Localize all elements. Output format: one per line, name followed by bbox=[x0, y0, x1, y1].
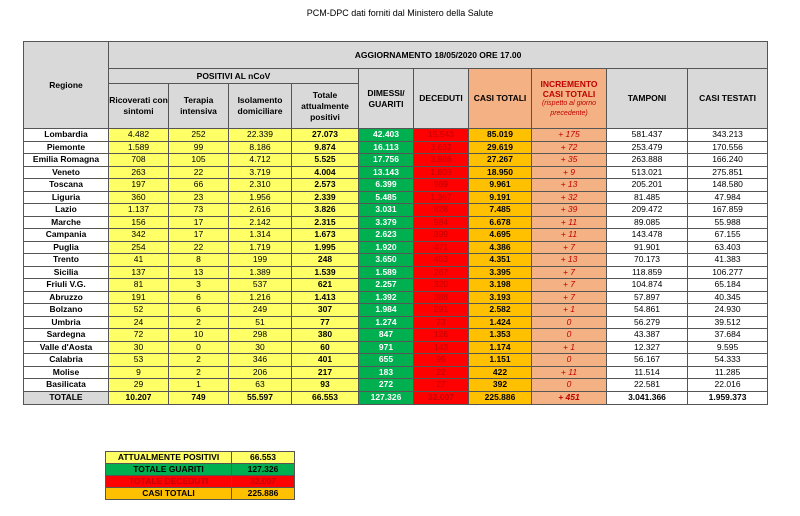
header-tamponi: TAMPONI bbox=[607, 69, 688, 129]
header-dimessi: DIMESSI/ GUARITI bbox=[359, 69, 414, 129]
cell-deceduti: 399 bbox=[414, 229, 469, 242]
cell-casi-testati: 22.016 bbox=[688, 379, 768, 392]
cell-isolamento: 2.310 bbox=[229, 179, 292, 192]
cell-region: Calabria bbox=[24, 354, 109, 367]
total-row bbox=[24, 391, 768, 404]
cell-tamponi: 11.514 bbox=[607, 366, 688, 379]
cell-deceduti: 1.803 bbox=[414, 166, 469, 179]
cell-tamponi: 143.478 bbox=[607, 229, 688, 242]
cell-casi-testati: 275.851 bbox=[688, 166, 768, 179]
summary-label: CASI TOTALI bbox=[106, 488, 232, 500]
cell-terapia: 2 bbox=[169, 354, 229, 367]
cell-incremento: + 11 bbox=[532, 229, 607, 242]
cell-isolamento: 199 bbox=[229, 254, 292, 267]
cell-deceduti: 3.632 bbox=[414, 141, 469, 154]
cell-casi-totali: 1.174 bbox=[469, 341, 532, 354]
cell-deceduti: 32.007 bbox=[414, 391, 469, 404]
cell-casi-totali: 3.395 bbox=[469, 266, 532, 279]
source-caption: PCM-DPC dati forniti dal Ministero della Salute bbox=[306, 8, 494, 18]
cell-region: TOTALE bbox=[24, 391, 109, 404]
cell-casi-testati: 41.383 bbox=[688, 254, 768, 267]
cell-deceduti: 126 bbox=[414, 329, 469, 342]
table-row bbox=[24, 229, 768, 242]
table-row bbox=[24, 291, 768, 304]
cell-terapia: 17 bbox=[169, 229, 229, 242]
cell-isolamento: 2.616 bbox=[229, 204, 292, 217]
cell-tamponi: 91.901 bbox=[607, 241, 688, 254]
cell-totale-positivi: 3.826 bbox=[292, 204, 359, 217]
cell-ricoverati: 191 bbox=[109, 291, 169, 304]
cell-region: Molise bbox=[24, 366, 109, 379]
cell-isolamento: 55.597 bbox=[229, 391, 292, 404]
cell-totale-positivi: 9.874 bbox=[292, 141, 359, 154]
cell-region: Campania bbox=[24, 229, 109, 242]
cell-region: Abruzzo bbox=[24, 291, 109, 304]
cell-terapia: 252 bbox=[169, 129, 229, 142]
table-row bbox=[24, 266, 768, 279]
cell-isolamento: 63 bbox=[229, 379, 292, 392]
cell-dimessi: 13.143 bbox=[359, 166, 414, 179]
cell-casi-testati: 39.512 bbox=[688, 316, 768, 329]
cell-casi-testati: 63.403 bbox=[688, 241, 768, 254]
cell-casi-totali: 29.619 bbox=[469, 141, 532, 154]
cell-ricoverati: 4.482 bbox=[109, 129, 169, 142]
cell-incremento: + 451 bbox=[532, 391, 607, 404]
cell-region: Puglia bbox=[24, 241, 109, 254]
cell-casi-testati: 166.240 bbox=[688, 154, 768, 167]
summary-value: 66.553 bbox=[232, 452, 295, 464]
summary-row bbox=[106, 476, 295, 488]
cell-terapia: 23 bbox=[169, 191, 229, 204]
cell-region: Liguria bbox=[24, 191, 109, 204]
summary-row bbox=[106, 452, 295, 464]
cell-terapia: 99 bbox=[169, 141, 229, 154]
cell-region: Umbria bbox=[24, 316, 109, 329]
cell-dimessi: 847 bbox=[359, 329, 414, 342]
cell-deceduti: 628 bbox=[414, 204, 469, 217]
cell-totale-positivi: 401 bbox=[292, 354, 359, 367]
cell-casi-testati: 55.988 bbox=[688, 216, 768, 229]
cell-casi-totali: 18.950 bbox=[469, 166, 532, 179]
cell-ricoverati: 360 bbox=[109, 191, 169, 204]
cell-isolamento: 4.712 bbox=[229, 154, 292, 167]
table-row bbox=[24, 129, 768, 142]
cell-dimessi: 1.392 bbox=[359, 291, 414, 304]
summary-label: ATTUALMENTE POSITIVI bbox=[106, 452, 232, 464]
cell-incremento: + 11 bbox=[532, 216, 607, 229]
cell-tamponi: 513.021 bbox=[607, 166, 688, 179]
cell-region: Veneto bbox=[24, 166, 109, 179]
cell-deceduti: 143 bbox=[414, 341, 469, 354]
cell-deceduti: 1.367 bbox=[414, 191, 469, 204]
cell-incremento: 0 bbox=[532, 329, 607, 342]
cell-dimessi: 127.326 bbox=[359, 391, 414, 404]
cell-deceduti: 73 bbox=[414, 316, 469, 329]
cell-deceduti: 320 bbox=[414, 279, 469, 292]
cell-dimessi: 16.113 bbox=[359, 141, 414, 154]
cell-deceduti: 388 bbox=[414, 291, 469, 304]
cell-terapia: 66 bbox=[169, 179, 229, 192]
cell-ricoverati: 263 bbox=[109, 166, 169, 179]
cell-region: Sardegna bbox=[24, 329, 109, 342]
cell-isolamento: 22.339 bbox=[229, 129, 292, 142]
cell-isolamento: 1.314 bbox=[229, 229, 292, 242]
cell-casi-totali: 4.386 bbox=[469, 241, 532, 254]
cell-ricoverati: 1.589 bbox=[109, 141, 169, 154]
cell-terapia: 22 bbox=[169, 241, 229, 254]
cell-totale-positivi: 2.339 bbox=[292, 191, 359, 204]
cell-isolamento: 51 bbox=[229, 316, 292, 329]
cell-dimessi: 5.485 bbox=[359, 191, 414, 204]
header-casi-testati: CASI TESTATI bbox=[688, 69, 768, 129]
cell-casi-totali: 225.886 bbox=[469, 391, 532, 404]
cell-isolamento: 1.216 bbox=[229, 291, 292, 304]
cell-dimessi: 1.984 bbox=[359, 304, 414, 317]
cell-terapia: 8 bbox=[169, 254, 229, 267]
cell-incremento: + 7 bbox=[532, 279, 607, 292]
cell-region: Marche bbox=[24, 216, 109, 229]
cell-totale-positivi: 66.553 bbox=[292, 391, 359, 404]
cell-ricoverati: 9 bbox=[109, 366, 169, 379]
table-row bbox=[24, 316, 768, 329]
cell-deceduti: 95 bbox=[414, 354, 469, 367]
cell-totale-positivi: 1.673 bbox=[292, 229, 359, 242]
summary-label: TOTALE GUARITI bbox=[106, 464, 232, 476]
header-ricoverati: Ricoverati con sintomi bbox=[109, 84, 169, 129]
cell-totale-positivi: 93 bbox=[292, 379, 359, 392]
cell-region: Sicilia bbox=[24, 266, 109, 279]
cell-region: Lazio bbox=[24, 204, 109, 217]
cell-ricoverati: 137 bbox=[109, 266, 169, 279]
cell-dimessi: 6.399 bbox=[359, 179, 414, 192]
cell-ricoverati: 81 bbox=[109, 279, 169, 292]
cell-deceduti: 291 bbox=[414, 304, 469, 317]
cell-casi-testati: 343.213 bbox=[688, 129, 768, 142]
cell-dimessi: 3.379 bbox=[359, 216, 414, 229]
cell-incremento: 0 bbox=[532, 379, 607, 392]
cell-terapia: 2 bbox=[169, 316, 229, 329]
cell-isolamento: 206 bbox=[229, 366, 292, 379]
cell-dimessi: 272 bbox=[359, 379, 414, 392]
cell-tamponi: 89.085 bbox=[607, 216, 688, 229]
cell-ricoverati: 254 bbox=[109, 241, 169, 254]
header-incremento-sub: (rispetto al giorno precedente) bbox=[541, 99, 597, 117]
cell-casi-testati: 37.684 bbox=[688, 329, 768, 342]
cell-totale-positivi: 4.004 bbox=[292, 166, 359, 179]
cell-incremento: + 72 bbox=[532, 141, 607, 154]
cell-casi-totali: 4.695 bbox=[469, 229, 532, 242]
cell-incremento: 0 bbox=[532, 316, 607, 329]
cell-region: Toscana bbox=[24, 179, 109, 192]
header-isolamento: Isolamento domiciliare bbox=[229, 84, 292, 129]
cell-totale-positivi: 60 bbox=[292, 341, 359, 354]
header-positivi-group: POSITIVI AL nCoV bbox=[109, 69, 359, 84]
cell-casi-totali: 85.019 bbox=[469, 129, 532, 142]
cell-casi-testati: 40.345 bbox=[688, 291, 768, 304]
cell-dimessi: 17.756 bbox=[359, 154, 414, 167]
table-row bbox=[24, 154, 768, 167]
cell-incremento: + 1 bbox=[532, 341, 607, 354]
cell-terapia: 1 bbox=[169, 379, 229, 392]
cell-terapia: 3 bbox=[169, 279, 229, 292]
table-row bbox=[24, 241, 768, 254]
cell-terapia: 10 bbox=[169, 329, 229, 342]
cell-isolamento: 1.956 bbox=[229, 191, 292, 204]
cell-tamponi: 263.888 bbox=[607, 154, 688, 167]
table-row bbox=[24, 204, 768, 217]
table-row bbox=[24, 166, 768, 179]
table-row bbox=[24, 141, 768, 154]
cell-incremento: + 11 bbox=[532, 366, 607, 379]
cell-totale-positivi: 307 bbox=[292, 304, 359, 317]
cell-dimessi: 3.031 bbox=[359, 204, 414, 217]
cell-ricoverati: 10.207 bbox=[109, 391, 169, 404]
cell-incremento: + 175 bbox=[532, 129, 607, 142]
cell-casi-testati: 148.580 bbox=[688, 179, 768, 192]
cell-tamponi: 81.485 bbox=[607, 191, 688, 204]
cell-terapia: 6 bbox=[169, 304, 229, 317]
cell-terapia: 13 bbox=[169, 266, 229, 279]
table-row bbox=[24, 279, 768, 292]
cell-incremento: + 13 bbox=[532, 254, 607, 267]
cell-casi-testati: 11.285 bbox=[688, 366, 768, 379]
table-row bbox=[24, 216, 768, 229]
cell-incremento: 0 bbox=[532, 354, 607, 367]
cell-tamponi: 57.897 bbox=[607, 291, 688, 304]
cell-terapia: 17 bbox=[169, 216, 229, 229]
cell-dimessi: 655 bbox=[359, 354, 414, 367]
cell-incremento: + 1 bbox=[532, 304, 607, 317]
cell-casi-testati: 47.984 bbox=[688, 191, 768, 204]
cell-ricoverati: 53 bbox=[109, 354, 169, 367]
cell-totale-positivi: 27.073 bbox=[292, 129, 359, 142]
cell-totale-positivi: 248 bbox=[292, 254, 359, 267]
cell-dimessi: 971 bbox=[359, 341, 414, 354]
cell-casi-totali: 9.961 bbox=[469, 179, 532, 192]
summary-row bbox=[106, 488, 295, 500]
cell-ricoverati: 24 bbox=[109, 316, 169, 329]
cell-totale-positivi: 2.315 bbox=[292, 216, 359, 229]
cell-casi-totali: 2.582 bbox=[469, 304, 532, 317]
cell-isolamento: 3.719 bbox=[229, 166, 292, 179]
cell-ricoverati: 342 bbox=[109, 229, 169, 242]
cell-ricoverati: 708 bbox=[109, 154, 169, 167]
cell-tamponi: 54.861 bbox=[607, 304, 688, 317]
cell-deceduti: 984 bbox=[414, 216, 469, 229]
header-terapia: Terapia intensiva bbox=[169, 84, 229, 129]
cell-casi-testati: 167.859 bbox=[688, 204, 768, 217]
covid-data-table bbox=[23, 41, 768, 405]
cell-tamponi: 12.327 bbox=[607, 341, 688, 354]
cell-casi-totali: 3.193 bbox=[469, 291, 532, 304]
cell-isolamento: 2.142 bbox=[229, 216, 292, 229]
cell-region: Lombardia bbox=[24, 129, 109, 142]
cell-tamponi: 22.581 bbox=[607, 379, 688, 392]
cell-casi-testati: 170.556 bbox=[688, 141, 768, 154]
cell-totale-positivi: 1.413 bbox=[292, 291, 359, 304]
cell-isolamento: 1.389 bbox=[229, 266, 292, 279]
cell-dimessi: 2.623 bbox=[359, 229, 414, 242]
cell-isolamento: 1.719 bbox=[229, 241, 292, 254]
cell-terapia: 0 bbox=[169, 341, 229, 354]
cell-tamponi: 104.874 bbox=[607, 279, 688, 292]
cell-casi-testati: 24.930 bbox=[688, 304, 768, 317]
cell-terapia: 105 bbox=[169, 154, 229, 167]
cell-tamponi: 209.472 bbox=[607, 204, 688, 217]
cell-tamponi: 205.201 bbox=[607, 179, 688, 192]
cell-terapia: 2 bbox=[169, 366, 229, 379]
cell-incremento: + 13 bbox=[532, 179, 607, 192]
cell-tamponi: 3.041.366 bbox=[607, 391, 688, 404]
cell-isolamento: 8.186 bbox=[229, 141, 292, 154]
cell-ricoverati: 1.137 bbox=[109, 204, 169, 217]
table-row bbox=[24, 191, 768, 204]
cell-incremento: + 7 bbox=[532, 266, 607, 279]
cell-terapia: 73 bbox=[169, 204, 229, 217]
cell-totale-positivi: 1.539 bbox=[292, 266, 359, 279]
cell-deceduti: 471 bbox=[414, 241, 469, 254]
cell-dimessi: 42.403 bbox=[359, 129, 414, 142]
cell-totale-positivi: 217 bbox=[292, 366, 359, 379]
table-row bbox=[24, 179, 768, 192]
cell-terapia: 749 bbox=[169, 391, 229, 404]
cell-casi-totali: 3.198 bbox=[469, 279, 532, 292]
cell-ricoverati: 30 bbox=[109, 341, 169, 354]
cell-isolamento: 346 bbox=[229, 354, 292, 367]
cell-casi-testati: 106.277 bbox=[688, 266, 768, 279]
cell-casi-totali: 1.151 bbox=[469, 354, 532, 367]
cell-casi-totali: 4.351 bbox=[469, 254, 532, 267]
cell-deceduti: 3.986 bbox=[414, 154, 469, 167]
cell-casi-totali: 9.191 bbox=[469, 191, 532, 204]
cell-tamponi: 56.279 bbox=[607, 316, 688, 329]
cell-tamponi: 43.387 bbox=[607, 329, 688, 342]
header-regione: Regione bbox=[24, 42, 109, 129]
summary-value: 225.886 bbox=[232, 488, 295, 500]
cell-dimessi: 1.589 bbox=[359, 266, 414, 279]
cell-ricoverati: 156 bbox=[109, 216, 169, 229]
cell-isolamento: 298 bbox=[229, 329, 292, 342]
cell-tamponi: 253.479 bbox=[607, 141, 688, 154]
table-row bbox=[24, 329, 768, 342]
cell-casi-totali: 7.485 bbox=[469, 204, 532, 217]
cell-region: Basilicata bbox=[24, 379, 109, 392]
cell-totale-positivi: 5.525 bbox=[292, 154, 359, 167]
cell-dimessi: 2.257 bbox=[359, 279, 414, 292]
cell-incremento: + 7 bbox=[532, 291, 607, 304]
cell-dimessi: 1.920 bbox=[359, 241, 414, 254]
cell-casi-totali: 1.424 bbox=[469, 316, 532, 329]
table-row bbox=[24, 366, 768, 379]
cell-isolamento: 30 bbox=[229, 341, 292, 354]
cell-totale-positivi: 380 bbox=[292, 329, 359, 342]
header-incremento-label: INCREMENTO CASI TOTALI bbox=[540, 78, 598, 99]
cell-incremento: + 32 bbox=[532, 191, 607, 204]
header-casi-totali: CASI TOTALI bbox=[469, 69, 532, 129]
table-row bbox=[24, 254, 768, 267]
cell-dimessi: 1.274 bbox=[359, 316, 414, 329]
cell-region: Valle d'Aosta bbox=[24, 341, 109, 354]
table-row bbox=[24, 379, 768, 392]
table-row bbox=[24, 341, 768, 354]
cell-incremento: + 39 bbox=[532, 204, 607, 217]
summary-table bbox=[105, 451, 295, 500]
cell-casi-totali: 27.267 bbox=[469, 154, 532, 167]
cell-ricoverati: 197 bbox=[109, 179, 169, 192]
cell-ricoverati: 29 bbox=[109, 379, 169, 392]
update-title: AGGIORNAMENTO 18/05/2020 ORE 17.00 bbox=[109, 42, 768, 69]
cell-incremento: + 35 bbox=[532, 154, 607, 167]
cell-deceduti: 27 bbox=[414, 379, 469, 392]
cell-terapia: 6 bbox=[169, 291, 229, 304]
cell-region: Piemonte bbox=[24, 141, 109, 154]
cell-totale-positivi: 2.573 bbox=[292, 179, 359, 192]
cell-totale-positivi: 77 bbox=[292, 316, 359, 329]
cell-deceduti: 453 bbox=[414, 254, 469, 267]
cell-region: Bolzano bbox=[24, 304, 109, 317]
summary-value: 32.007 bbox=[232, 476, 295, 488]
cell-deceduti: 989 bbox=[414, 179, 469, 192]
cell-casi-totali: 392 bbox=[469, 379, 532, 392]
cell-casi-testati: 54.333 bbox=[688, 354, 768, 367]
cell-ricoverati: 52 bbox=[109, 304, 169, 317]
cell-deceduti: 22 bbox=[414, 366, 469, 379]
table-row bbox=[24, 354, 768, 367]
cell-casi-totali: 422 bbox=[469, 366, 532, 379]
header-totale-positivi: Totale attualmente positivi bbox=[292, 84, 359, 129]
cell-totale-positivi: 621 bbox=[292, 279, 359, 292]
cell-deceduti: 267 bbox=[414, 266, 469, 279]
cell-region: Friuli V.G. bbox=[24, 279, 109, 292]
cell-tamponi: 118.859 bbox=[607, 266, 688, 279]
table-row bbox=[24, 304, 768, 317]
header-incremento bbox=[532, 69, 607, 129]
cell-casi-testati: 67.155 bbox=[688, 229, 768, 242]
cell-deceduti: 15.543 bbox=[414, 129, 469, 142]
cell-region: Emilia Romagna bbox=[24, 154, 109, 167]
summary-label: TOTALE DECEDUTI bbox=[106, 476, 232, 488]
cell-dimessi: 3.650 bbox=[359, 254, 414, 267]
cell-region: Trento bbox=[24, 254, 109, 267]
header-deceduti: DECEDUTI bbox=[414, 69, 469, 129]
cell-tamponi: 70.173 bbox=[607, 254, 688, 267]
cell-casi-testati: 65.184 bbox=[688, 279, 768, 292]
cell-dimessi: 183 bbox=[359, 366, 414, 379]
cell-incremento: + 9 bbox=[532, 166, 607, 179]
cell-totale-positivi: 1.995 bbox=[292, 241, 359, 254]
cell-isolamento: 537 bbox=[229, 279, 292, 292]
cell-incremento: + 7 bbox=[532, 241, 607, 254]
cell-casi-testati: 1.959.373 bbox=[688, 391, 768, 404]
cell-isolamento: 249 bbox=[229, 304, 292, 317]
cell-casi-totali: 1.353 bbox=[469, 329, 532, 342]
cell-ricoverati: 41 bbox=[109, 254, 169, 267]
cell-casi-totali: 6.678 bbox=[469, 216, 532, 229]
cell-casi-testati: 9.595 bbox=[688, 341, 768, 354]
cell-terapia: 22 bbox=[169, 166, 229, 179]
cell-tamponi: 581.437 bbox=[607, 129, 688, 142]
summary-value: 127.326 bbox=[232, 464, 295, 476]
cell-tamponi: 56.167 bbox=[607, 354, 688, 367]
summary-row bbox=[106, 464, 295, 476]
cell-ricoverati: 72 bbox=[109, 329, 169, 342]
